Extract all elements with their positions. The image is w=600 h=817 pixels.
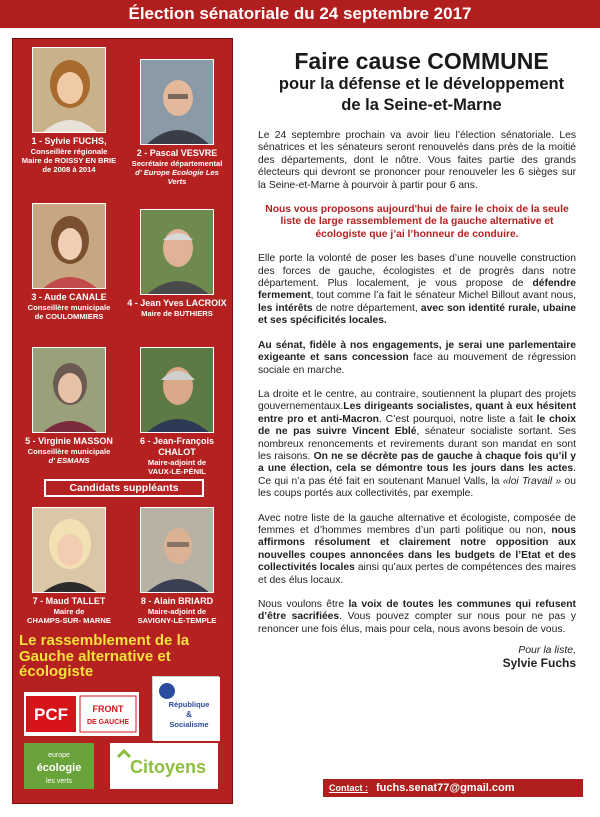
contact-label: Contact : (329, 783, 368, 793)
candidate-name: 4 - Jean Yves LACROIX (127, 298, 227, 308)
candidate-photo (140, 209, 214, 295)
citoyens-logo (110, 743, 218, 789)
text: de notre département, (312, 302, 421, 314)
svg-text:PCF: PCF (34, 705, 68, 724)
candidate-photo (32, 347, 106, 433)
text: Nous voulons être (258, 599, 349, 610)
svg-text:DE GAUCHE: DE GAUCHE (86, 719, 130, 726)
text: Au sénat, fidèle à nos engagements, je serai une parlementaire exigeante et sans concession (258, 339, 576, 364)
candidate-2 (125, 59, 229, 186)
text: . Ce qui n’a pas été fait en soutenant Manuel Valls, la (258, 463, 576, 487)
text: Elle porte la volonté de poser les bases d’une nouvelle construction des forces de gauche, écologistes et de progrès dans notre département. Plus localement, je vous propose de (258, 253, 576, 290)
candidate-role: Maire-adjoint de (147, 458, 207, 467)
candidate-role: Maire de ROISSY EN BRIE (21, 156, 117, 165)
candidate-role: d' Europe Ecologie Les Verts (135, 168, 219, 186)
text: , tout comme l’a fait le sénateur Michel Billout avant nous, (310, 290, 576, 302)
letter-body (258, 130, 576, 669)
candidate-name: 8 - Alain BRIARD (140, 596, 214, 606)
candidate-1 (17, 47, 121, 174)
text: Avec notre liste de la gauche alternative et écologiste, composée de femmes et d’hommes membres d’un parti politique ou non, (258, 512, 576, 536)
page-title: Faire cause COMMUNE (294, 48, 549, 74)
paragraph (258, 599, 576, 636)
election-banner: Élection sénatoriale du 24 septembre 2017 (0, 0, 600, 28)
candidate-name: 3 - Aude CANALE (31, 292, 107, 302)
text: avec son identité rurale, ubaine et ses spécificités locales. (258, 302, 576, 327)
paragraph: Le 24 septembre prochain va avoir lieu l’élection sénatoriale. Les sénatrices et les sénateurs seront renouvelés dans près de la moitié des départements, dont le nôtre. Vous faites partie des grands électeurs qui devront se prononcer pour renouveler les 6 sièges sur la Seine-et-Marne à pourvoir à partir pour 6 ans. (258, 130, 576, 191)
text: . Vous pouvez compter sur nous pour ne pas y renoncer une fois élus, mais pour cela, nous avons besoin de vous. (258, 611, 576, 635)
candidate-role: VAUX-LE-PÉNIL (148, 467, 206, 476)
candidate-role: Conseillère régionale (30, 147, 108, 156)
text: . C’est pourquoi, notre liste a fait (378, 413, 537, 425)
candidate-photo (32, 47, 106, 133)
candidate-name: 5 - Virginie MASSON (25, 436, 113, 446)
candidate-role: CHAMPS-SUR- MARNE (27, 616, 111, 625)
candidates-sidebar (12, 38, 233, 804)
svg-text:&: & (186, 710, 192, 719)
candidate-4 (125, 209, 229, 318)
candidate-role: Maire-adjoint de (147, 607, 207, 616)
candidate-role: Secrétaire départemental (131, 159, 223, 168)
republique-socialisme-logo (152, 676, 219, 740)
svg-text:République: République (168, 700, 210, 709)
svg-text:Socialisme: Socialisme (169, 720, 209, 729)
candidate-name: 2 - Pascal VESVRE (136, 148, 218, 158)
signature-line: Pour la liste, (518, 644, 576, 657)
candidate-photo (140, 59, 214, 145)
candidate-photo (32, 507, 106, 593)
text: , sénateur socialiste sortant. Ses nombreux renoncements et revirements durant son mandat en sont les raisons. (258, 426, 576, 462)
candidate-role: SAVIGNY-LE-TEMPLE (137, 616, 217, 625)
svg-text:écologie: écologie (36, 762, 82, 774)
text: On ne se décrète pas de gauche à chaque fois qu’il y a une élection, cela se démontre tous les jours dans les actes (258, 450, 576, 475)
candidate-name: 1 - Sylvie FUCHS, (31, 136, 107, 146)
candidate-photo (140, 507, 214, 593)
candidate-photo (140, 347, 214, 433)
candidate-photo (32, 203, 106, 289)
text: ou les coups portés aux collectivités, par exemple. (258, 475, 576, 500)
paragraph (258, 253, 576, 327)
text: «loi Travail » (502, 475, 562, 487)
main-heading (255, 48, 588, 116)
candidate-name: 6 - Jean-François CHALOT (139, 436, 215, 457)
candidate-role: Maire de (53, 607, 85, 616)
svg-text:FRONT: FRONT (92, 704, 124, 714)
signature-name: Sylvie Fuchs (502, 655, 576, 670)
candidate-6 (125, 347, 229, 476)
candidate-role: Maire de BUTHIERS (141, 309, 213, 318)
text: les intérêts (258, 302, 313, 314)
candidate-7 (17, 507, 121, 625)
slogan: Le rassemblement de la Gauche alternative et écologiste (19, 632, 190, 680)
suppleants-label: Candidats suppléants (44, 479, 204, 497)
candidate-role: de 2008 à 2014 (42, 165, 96, 174)
text: ainsi qu’aux pertes de compétences des maires et des élus locaux. (258, 562, 576, 586)
paragraph (258, 340, 576, 377)
text: le choix de ne pas suivre Vincent Eblé (258, 413, 577, 438)
candidate-5 (17, 347, 121, 465)
eelv-logo (24, 743, 94, 789)
candidate-role: Conseillère municipale (27, 303, 111, 312)
candidate-3 (17, 203, 121, 321)
text: la voix de toutes les communes qui refusent d’être sacrifiées (258, 599, 576, 623)
text: face au mouvement de régression sociale en marche. (258, 352, 577, 376)
candidate-role: d' ESMANS (48, 456, 90, 465)
page-subtitle: pour la défense et le développement (278, 75, 565, 93)
paragraph (258, 513, 576, 587)
svg-text:Citoyens: Citoyens (129, 757, 207, 777)
pcf-front-de-gauche-logo (24, 692, 139, 736)
text: nous affirmons résolument et clairement notre opposition aux nouvelles coupes annoncées dans les budgets de l’Etat et des collectivités locales (258, 524, 576, 574)
candidate-8 (125, 507, 229, 625)
candidate-role: de COULOMMIERS (34, 312, 104, 321)
svg-text:les verts: les verts (45, 778, 73, 785)
text: La droite et le centre, au contraire, soutiennent la plupart des projets gouvernementaux. (258, 388, 576, 413)
text: Les dirigeants socialistes, quant à eux hésitent entre pro et anti-Macron (258, 401, 576, 425)
page-subtitle: de la Seine-et-Marne (341, 96, 502, 114)
text: défendre fermement (258, 278, 576, 302)
paragraph-highlight: Nous vous proposons aujourd'hui de faire le choix de la seule liste de large rassemblement de la gauche alternative et écologiste que j’ai l’honneur de conduire. (265, 204, 569, 240)
contact-bar (323, 779, 583, 797)
svg-text:europe: europe (48, 752, 70, 759)
candidate-name: 7 - Maud TALLET (32, 596, 106, 606)
paragraph (258, 389, 576, 501)
candidate-role: Conseillère municipale (27, 447, 111, 456)
contact-email-link[interactable]: fuchs.senat77@gmail.com (376, 782, 515, 794)
